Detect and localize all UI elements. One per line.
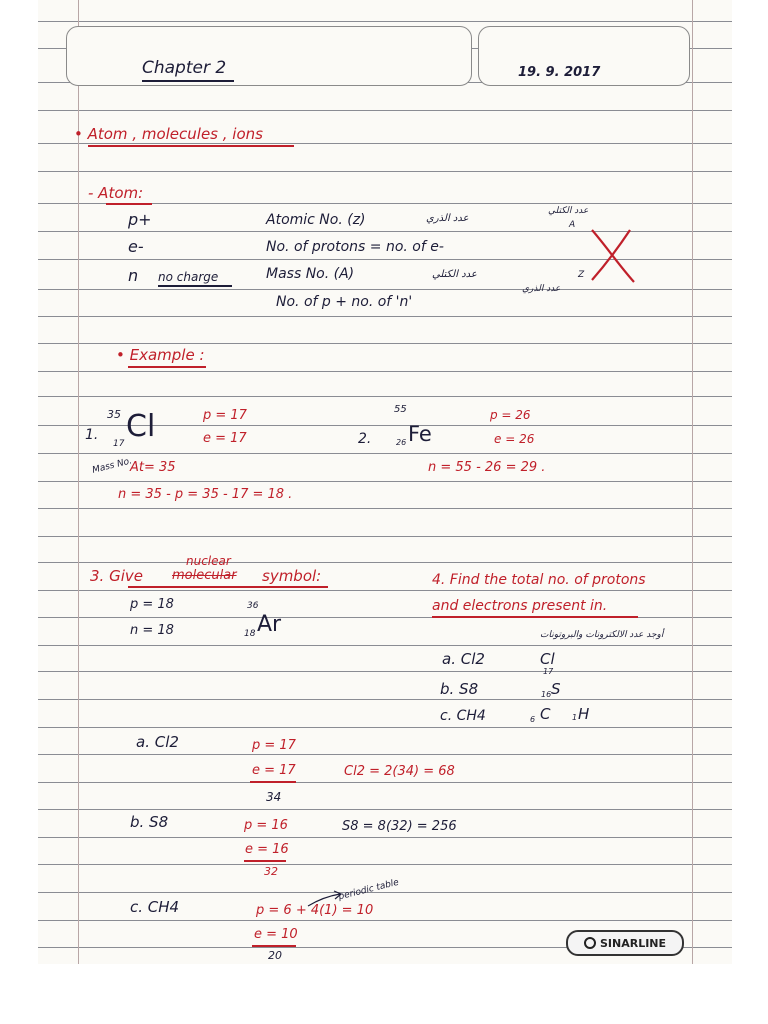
ex4-side-c-number: 6	[530, 715, 536, 724]
rule-line	[38, 316, 732, 317]
sol-c-protons: p = 6 + 4(1) = 10	[256, 903, 374, 918]
rule-line	[38, 727, 732, 728]
def-mass-no: Mass No. (A)	[266, 266, 355, 282]
sol-c-periodic-note: periodic table	[337, 877, 400, 903]
sol-b-electrons: e = 16	[245, 842, 289, 857]
sol-c-total: 20	[268, 949, 282, 962]
sol-c-sum-line	[252, 945, 296, 947]
rule-line	[38, 453, 732, 454]
page-date: 19. 9. 2017	[518, 65, 601, 80]
ex1-atomic-number: 17	[113, 439, 125, 449]
rule-line	[38, 645, 732, 646]
ex1-at-value: At= 35	[130, 460, 176, 475]
ex4-item-a: a. Cl2	[442, 650, 485, 668]
def-protons: No. of protons = no. of e-	[266, 239, 444, 255]
atom-heading: - Atom:	[88, 184, 144, 202]
arabic-side-note-top: عدد الكتلي	[548, 206, 589, 216]
ex2-atomic-number: 26	[396, 438, 407, 447]
particle-electron: e-	[128, 237, 144, 256]
rule-line	[38, 536, 732, 537]
rule-line	[38, 508, 732, 509]
sol-c-label: c. CH4	[130, 898, 180, 916]
rule-line	[38, 837, 732, 838]
sol-b-equation: S8 = 8(32) = 256	[342, 819, 457, 834]
margin-line	[692, 0, 693, 964]
rule-line	[38, 562, 732, 563]
ex2-mass-number: 55	[394, 404, 407, 415]
ex1-neutrons: n = 35 - p = 35 - 17 = 18 .	[118, 487, 293, 502]
rule-line	[38, 671, 732, 672]
no-charge-underline	[158, 285, 232, 287]
rule-line	[38, 143, 732, 144]
ex2-neutrons: n = 55 - 26 = 29 .	[428, 460, 546, 475]
ex1-mass-number: 35	[107, 408, 121, 421]
ex4-side-cl-number: 17	[543, 667, 554, 676]
ex3-prefix: 3. Give	[90, 567, 143, 585]
ex3-atomic-number: 18	[244, 629, 256, 639]
sol-b-protons: p = 16	[244, 818, 288, 833]
sol-a-sum-line	[250, 781, 296, 783]
rule-line	[38, 782, 732, 783]
rule-line	[38, 699, 732, 700]
ex1-mass-note: Mass No.	[91, 456, 134, 476]
rule-line	[38, 809, 732, 810]
sol-b-sum-line	[244, 860, 286, 862]
rule-line	[38, 289, 732, 290]
ex3-mass-number: 36	[247, 601, 259, 611]
topic-title: • Atom , molecules , ions	[74, 125, 263, 143]
ex1-electrons: e = 17	[203, 431, 247, 446]
rule-line	[38, 371, 732, 372]
sol-a-total: 34	[266, 790, 282, 804]
sol-a-label: a. Cl2	[136, 733, 179, 751]
ex2-number: 2.	[358, 431, 372, 447]
sol-b-label: b. S8	[130, 813, 169, 831]
symbol-letter-a: A	[569, 220, 576, 230]
ex3-insert-word: nuclear	[186, 554, 231, 568]
notebook-brand-logo	[566, 930, 684, 956]
title-box	[66, 26, 472, 86]
ex4-item-b: b. S8	[440, 680, 479, 698]
sol-a-protons: p = 17	[252, 738, 296, 753]
arrow-icon	[306, 890, 346, 910]
arabic-mass-note: عدد الكتلي	[432, 269, 477, 280]
sol-b-total: 32	[264, 865, 278, 878]
margin-line	[78, 0, 79, 964]
ex3-protons: p = 18	[130, 597, 174, 612]
ex3-symbol-word: symbol:	[262, 567, 322, 585]
ex4-underline	[432, 616, 638, 618]
ex3-neutrons: n = 18	[130, 623, 174, 638]
sol-c-electrons: e = 10	[254, 927, 298, 942]
rule-line	[38, 110, 732, 111]
ex1-protons: p = 17	[203, 408, 247, 423]
ex3-struck-word: molecular	[172, 568, 237, 583]
ex4-arabic-note: أوجد عدد الالكترونات والبروتونات	[540, 630, 664, 640]
brand-circle-icon	[584, 937, 596, 949]
ex4-side-s: S	[551, 680, 561, 698]
ex4-item-c: c. CH4	[440, 708, 486, 724]
ex4-side-cl: Cl	[540, 650, 555, 668]
rule-line	[38, 171, 732, 172]
ex4-side-s-number: 16	[541, 690, 552, 699]
def-mass-formula: No. of p + no. of 'n'	[276, 294, 413, 310]
ex4-side-h-number: 1	[572, 713, 578, 722]
sol-a-equation: Cl2 = 2(34) = 68	[344, 764, 455, 779]
ex1-number: 1.	[85, 427, 99, 443]
particle-neutron: n	[128, 266, 139, 285]
rule-line	[38, 481, 732, 482]
brand-name: SINARLINE	[599, 936, 667, 950]
rule-line	[38, 396, 732, 397]
ex4-side-h: H	[578, 705, 590, 723]
ex2-protons: p = 26	[490, 408, 531, 422]
ex3-underline	[128, 586, 328, 588]
arabic-atomic-note: عدد الذري	[426, 213, 469, 224]
rule-line	[38, 892, 732, 893]
topic-underline	[88, 145, 294, 147]
symbol-letter-z: Z	[578, 270, 585, 280]
ex4-question-line2: and electrons present in.	[432, 598, 608, 614]
def-atomic-no: Atomic No. (z)	[266, 212, 366, 228]
rule-line	[38, 920, 732, 921]
ex2-electrons: e = 26	[494, 432, 535, 446]
sol-a-electrons: e = 17	[252, 763, 296, 778]
ex1-symbol: Cl	[126, 409, 156, 444]
particle-proton: p+	[128, 210, 152, 229]
cross-mark-icon	[588, 226, 638, 284]
ex3-symbol: Ar	[257, 612, 282, 637]
arabic-side-note-bottom: عدد الذري	[522, 284, 561, 294]
rule-line	[38, 864, 732, 865]
atom-underline	[106, 203, 152, 205]
ex4-side-c: C	[540, 705, 551, 723]
page-title: Chapter 2	[142, 58, 227, 78]
ex4-question-line1: 4. Find the total no. of protons	[432, 572, 646, 588]
rule-line	[38, 343, 732, 344]
rule-line	[38, 754, 732, 755]
no-charge-label: no charge	[158, 270, 219, 284]
rule-line	[38, 590, 732, 591]
example-underline	[128, 366, 206, 368]
example-heading: • Example :	[116, 346, 205, 364]
rule-line	[38, 21, 732, 22]
ex2-symbol: Fe	[408, 422, 432, 446]
title-underline	[142, 80, 234, 82]
